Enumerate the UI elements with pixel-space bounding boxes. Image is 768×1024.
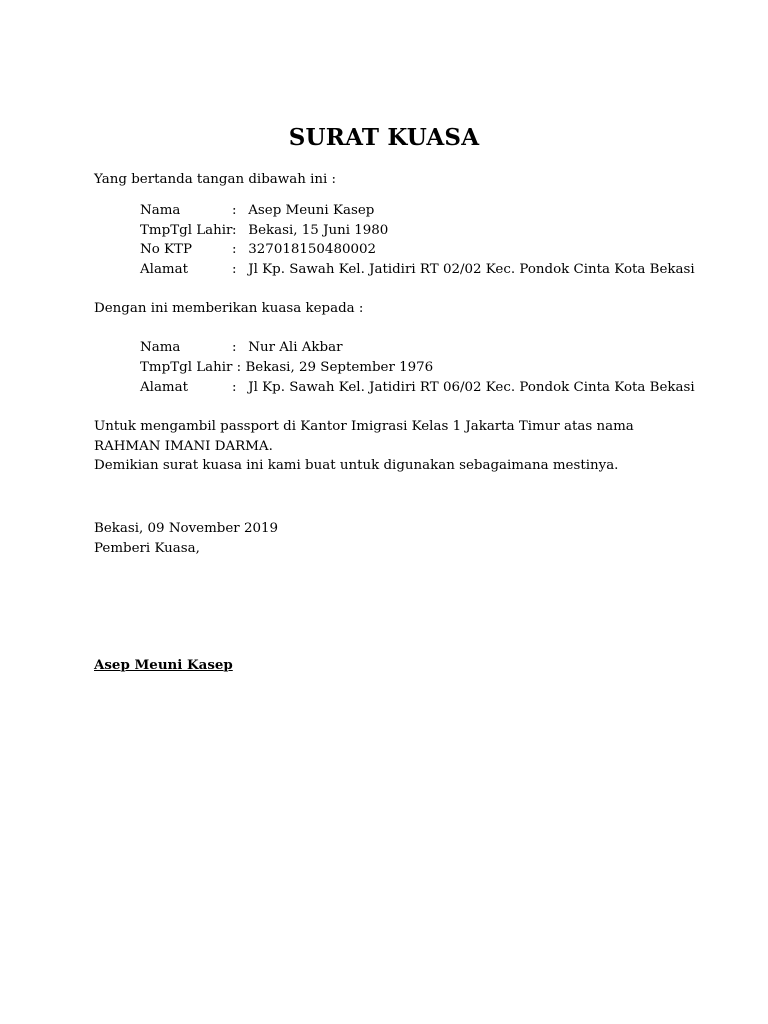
grantee-address-sep: : bbox=[232, 380, 237, 395]
grantor-name-row bbox=[140, 201, 374, 221]
grantor-birth-label: TmpTgl Lahir bbox=[140, 223, 233, 238]
grantor-address-row bbox=[140, 260, 695, 280]
grantor-ktp-value: 327018150480002 bbox=[244, 242, 377, 257]
body-line-3: Demikian surat kuasa ini kami buat untuk digunakan sebagaimana mestinya. bbox=[94, 458, 619, 473]
grantee-address-value: Jl Kp. Sawah Kel. Jatidiri RT 06/02 Kec. Pondok Cinta Kota Bekasi bbox=[244, 380, 695, 395]
grantor-address-label: Alamat bbox=[140, 262, 188, 277]
grantor-name-value: Asep Meuni Kasep bbox=[244, 203, 375, 218]
grantor-birth-row bbox=[140, 221, 388, 241]
signatory-name: Asep Meuni Kasep bbox=[94, 657, 233, 673]
grantor-birth-sep: : bbox=[232, 223, 237, 238]
grantor-address-sep: : bbox=[232, 262, 237, 277]
grantor-birth-value: Bekasi, 15 Juni 1980 bbox=[244, 223, 389, 238]
body-line-2: RAHMAN IMANI DARMA. bbox=[94, 439, 273, 454]
grantor-name-sep: : bbox=[232, 203, 237, 218]
grantee-name-row bbox=[140, 338, 343, 358]
grantee-address-label: Alamat bbox=[140, 380, 188, 395]
intro-text: Yang bertanda tangan dibawah ini : bbox=[94, 172, 337, 187]
body-line-1: Untuk mengambil passport di Kantor Imigrasi Kelas 1 Jakarta Timur atas nama bbox=[94, 419, 634, 434]
document-title: SURAT KUASA bbox=[288, 124, 480, 151]
place-date: Bekasi, 09 November 2019 bbox=[94, 521, 279, 536]
grantor-address-value: Jl Kp. Sawah Kel. Jatidiri RT 02/02 Kec. Pondok Cinta Kota Bekasi bbox=[244, 262, 695, 277]
grantor-role: Pemberi Kuasa, bbox=[94, 541, 200, 556]
grantor-name-label: Nama bbox=[140, 203, 181, 218]
grantee-birth-row: TmpTgl Lahir : Bekasi, 29 September 1976 bbox=[140, 360, 434, 375]
grant-intro-text: Dengan ini memberikan kuasa kepada : bbox=[94, 301, 364, 316]
grantee-name-value: Nur Ali Akbar bbox=[244, 340, 343, 355]
grantor-ktp-sep: : bbox=[232, 242, 237, 257]
grantee-address-row bbox=[140, 378, 695, 398]
grantor-ktp-row bbox=[140, 240, 376, 260]
grantee-name-label: Nama bbox=[140, 340, 181, 355]
grantee-name-sep: : bbox=[232, 340, 237, 355]
grantor-ktp-label: No KTP bbox=[140, 242, 192, 257]
